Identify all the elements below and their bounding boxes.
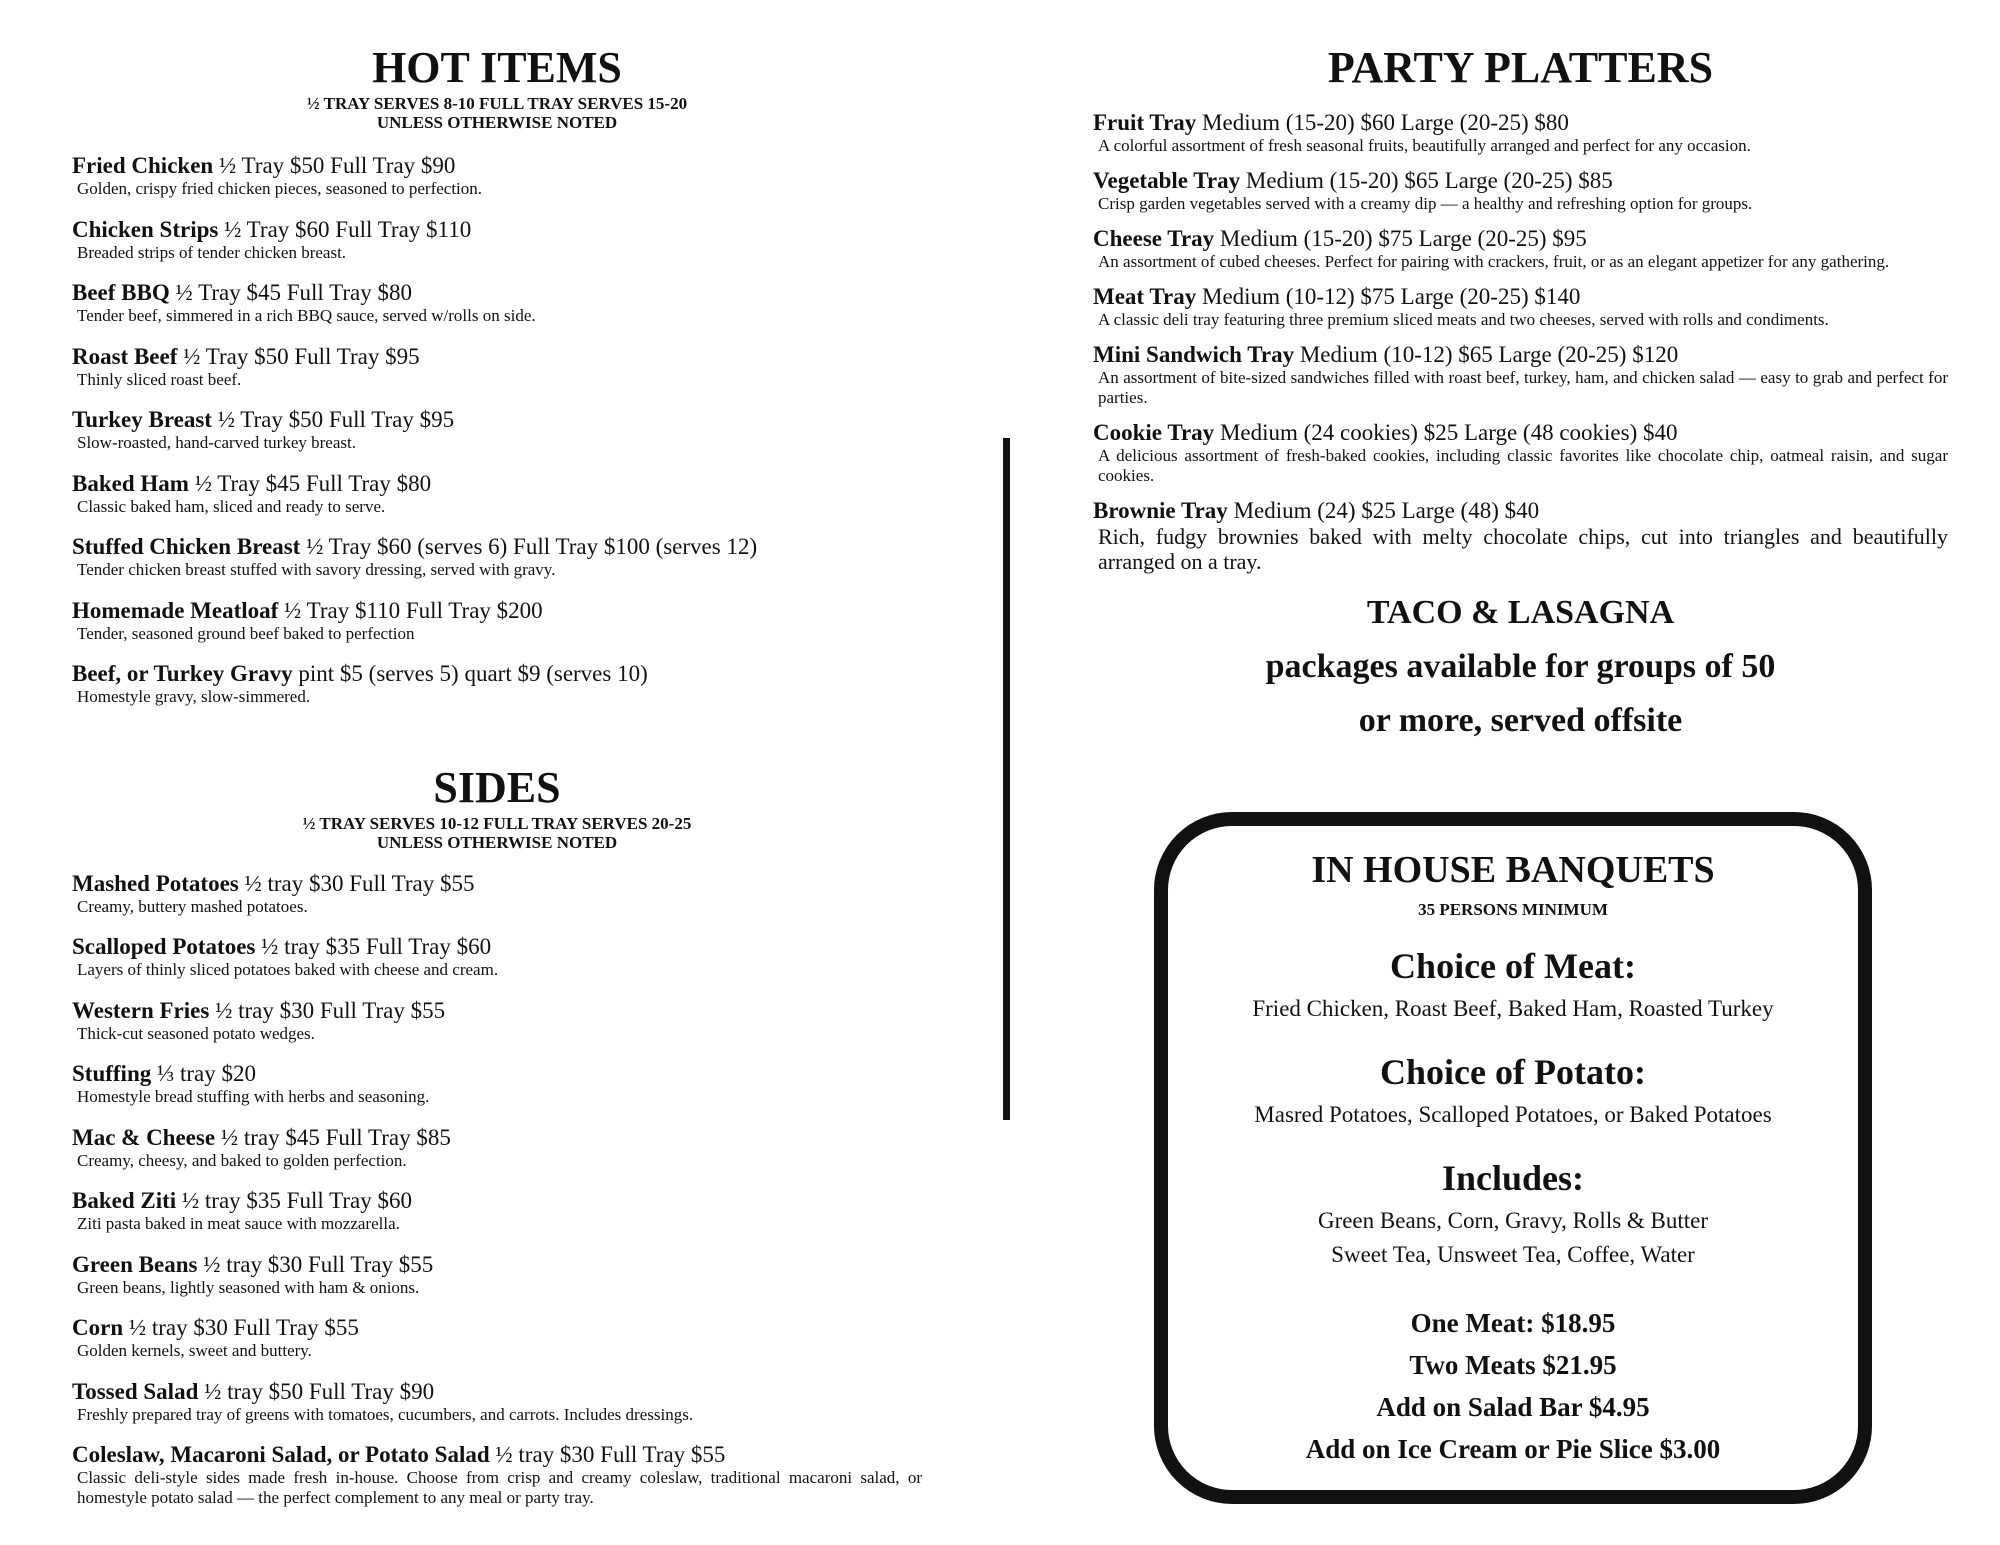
item-price: ½ Tray $50 Full Tray $95: [177, 343, 420, 369]
item-name: Meat Tray: [1093, 284, 1197, 309]
hot-items-unless-note: UNLESS OTHERWISE NOTED: [376, 113, 618, 132]
item-price: ½ Tray $110 Full Tray $200: [278, 597, 543, 623]
item-price: ½ tray $45 Full Tray $85: [215, 1124, 451, 1150]
item-description: Tender, seasoned ground beef baked to perfection: [77, 623, 415, 643]
item-description: Homestyle bread stuffing with herbs and seasoning.: [77, 1087, 430, 1106]
banquets-minimum: 35 PERSONS MINIMUM: [1418, 900, 1608, 919]
item-description: A classic deli tray featuring three premium sliced meats and two cheeses, served with rolls and condiments.: [1098, 310, 1829, 329]
price-one-meat: One Meat: $18.95: [1410, 1308, 1616, 1338]
menu-item-homemade-meatloaf: [72, 598, 922, 662]
item-name: Cheese Tray: [1093, 226, 1215, 251]
menu-item-gravy: [72, 661, 922, 725]
item-name: Brownie Tray: [1093, 498, 1228, 523]
item-price: ½ tray $30 Full Tray $55: [197, 1251, 434, 1277]
meat-options: Fried Chicken, Roast Beef, Baked Ham, Roasted Turkey: [1252, 996, 1774, 1021]
sides-unless-note: UNLESS OTHERWISE NOTED: [376, 832, 618, 852]
party-platters-list: [1093, 110, 1948, 574]
platter-mini-sandwich-tray: [1093, 342, 1948, 408]
item-description: Golden, crispy fried chicken pieces, seasoned to perfection.: [77, 179, 483, 198]
item-price: Medium (15-20) $65 Large (20-25) $85: [1240, 168, 1613, 193]
banquet-prices: [1168, 1302, 1858, 1470]
item-name: Stuffing: [72, 1061, 152, 1086]
item-description: Golden kernels, sweet and buttery.: [77, 1341, 312, 1360]
item-price: Medium (24) $25 Large (48) $40: [1227, 498, 1540, 523]
item-name: Western Fries: [72, 997, 210, 1023]
includes-line-1: Green Beans, Corn, Gravy, Rolls & Butter: [1317, 1208, 1709, 1233]
item-price: Medium (10-12) $75 Large (20-25) $140: [1196, 284, 1581, 309]
item-description: Green beans, lightly seasoned with ham & onions.: [77, 1277, 420, 1297]
item-name: Stuffed Chicken Breast: [72, 534, 301, 559]
price-two-meats: Two Meats $21.95: [1409, 1350, 1617, 1380]
item-description: Tender chicken breast stuffed with savory dressing, served with gravy.: [77, 560, 556, 579]
item-price: ½ tray $35 Full Tray $60: [255, 934, 492, 959]
taco-lasagna-block: [1093, 586, 1948, 748]
item-price: Medium (15-20) $75 Large (20-25) $95: [1214, 226, 1587, 251]
item-price: ½ Tray $50 Full Tray $90: [213, 153, 456, 178]
menu-item-stuffing: [72, 1061, 922, 1125]
item-name: Corn: [72, 1315, 124, 1340]
platter-fruit-tray: [1093, 110, 1948, 156]
item-name: Mac & Cheese: [72, 1124, 216, 1150]
sides-list: [72, 871, 922, 1509]
item-name: Vegetable Tray: [1093, 168, 1241, 193]
item-name: Baked Ham: [72, 470, 189, 496]
item-name: Turkey Breast: [72, 407, 212, 432]
item-price: ½ Tray $45 Full Tray $80: [188, 470, 432, 496]
item-price: ⅓ tray $20: [151, 1061, 257, 1086]
item-name: Beef, or Turkey Gravy: [72, 661, 293, 686]
item-name: Cookie Tray: [1093, 420, 1215, 445]
item-name: Fruit Tray: [1093, 110, 1197, 135]
menu-item-roast-beef: [72, 344, 922, 408]
banquets-title: IN HOUSE BANQUETS: [1311, 849, 1715, 891]
menu-item-tossed-salad: [72, 1379, 922, 1443]
item-price: ½ tray $30 Full Tray $55: [489, 1442, 726, 1467]
item-price: ½ tray $35 Full Tray $60: [176, 1188, 412, 1213]
item-description: A colorful assortment of fresh seasonal fruits, beautifully arranged and perfect for any occasion.: [1098, 136, 1751, 155]
item-price: ½ tray $50 Full Tray $90: [198, 1378, 435, 1404]
item-description: Creamy, cheesy, and baked to golden perfection.: [77, 1150, 407, 1170]
item-price: Medium (24 cookies) $25 Large (48 cookies) $40: [1214, 420, 1678, 445]
item-description: Thick-cut seasoned potato wedges.: [77, 1023, 315, 1043]
choice-of-meat-heading: Choice of Meat:: [1390, 946, 1636, 986]
item-name: Baked Ziti: [72, 1188, 177, 1213]
item-description: Rich, fudgy brownies baked with melty chocolate chips, cut into triangles and beautifully arranged on a tray.: [1098, 524, 1948, 574]
platter-cheese-tray: [1093, 226, 1948, 272]
item-price: Medium (15-20) $60 Large (20-25) $80: [1196, 110, 1569, 135]
includes-heading: Includes:: [1441, 1158, 1585, 1198]
menu-item-chicken-strips: [72, 217, 922, 281]
item-price: ½ tray $30 Full Tray $55: [123, 1315, 359, 1340]
item-description: Thinly sliced roast beef.: [77, 369, 242, 389]
item-description: Layers of thinly sliced potatoes baked with cheese and cream.: [77, 960, 499, 979]
menu-item-green-beans: [72, 1252, 922, 1316]
menu-item-beef-bbq: [72, 280, 922, 344]
menu-item-mashed-potatoes: [72, 871, 922, 935]
item-price: ½ tray $30 Full Tray $55: [238, 870, 475, 896]
menu-item-baked-ham: [72, 471, 922, 535]
sides-title: SIDES: [433, 762, 561, 812]
platter-brownie-tray: [1093, 498, 1948, 574]
menu-item-corn: [72, 1315, 922, 1379]
item-name: Roast Beef: [72, 343, 178, 369]
menu-item-fried-chicken: [72, 153, 922, 217]
hot-items-serving-note: ½ TRAY SERVES 8-10 FULL TRAY SERVES 15-20: [306, 94, 688, 113]
platter-cookie-tray: [1093, 420, 1948, 486]
item-name: Homemade Meatloaf: [72, 597, 279, 623]
column-divider: [1003, 438, 1010, 1120]
item-description: Homestyle gravy, slow-simmered.: [77, 687, 311, 706]
menu-item-western-fries: [72, 998, 922, 1062]
price-salad-bar: Add on Salad Bar $4.95: [1376, 1392, 1650, 1422]
item-name: Beef BBQ: [72, 280, 170, 305]
item-name: Mashed Potatoes: [72, 870, 239, 896]
choice-of-potato-heading: Choice of Potato:: [1380, 1052, 1646, 1092]
menu-item-turkey-breast: [72, 407, 922, 471]
menu-item-mac-and-cheese: [72, 1125, 922, 1189]
item-price: ½ Tray $60 Full Tray $110: [218, 216, 472, 242]
item-description: Creamy, buttery mashed potatoes.: [77, 896, 308, 916]
item-name: Coleslaw, Macaroni Salad, or Potato Salad: [72, 1442, 490, 1467]
price-ice-cream-pie: Add on Ice Cream or Pie Slice $3.00: [1305, 1434, 1721, 1464]
item-name: Mini Sandwich Tray: [1093, 342, 1295, 367]
taco-lasagna-line-2: packages available for groups of 50: [1265, 648, 1776, 685]
item-description: Slow-roasted, hand-carved turkey breast.: [77, 433, 356, 452]
item-description: Ziti pasta baked in meat sauce with mozzarella.: [77, 1214, 400, 1233]
menu-item-baked-ziti: [72, 1188, 922, 1252]
menu-item-scalloped-potatoes: [72, 934, 922, 998]
item-name: Fried Chicken: [72, 153, 214, 178]
platter-meat-tray: [1093, 284, 1948, 330]
item-name: Scalloped Potatoes: [72, 934, 256, 959]
hot-items-title: HOT ITEMS: [372, 43, 622, 92]
item-price: ½ Tray $45 Full Tray $80: [169, 280, 412, 305]
item-price: ½ Tray $50 Full Tray $95: [211, 407, 455, 432]
taco-lasagna-line-3: or more, served offsite: [1358, 702, 1683, 739]
item-name: Tossed Salad: [72, 1378, 199, 1404]
right-column: [1093, 0, 1948, 748]
item-name: Green Beans: [72, 1251, 198, 1277]
item-price: Medium (10-12) $65 Large (20-25) $120: [1294, 342, 1679, 367]
party-platters-title: PARTY PLATTERS: [1327, 43, 1714, 92]
potato-options: Masred Potatoes, Scalloped Potatoes, or Baked Potatoes: [1254, 1102, 1772, 1127]
item-price: ½ Tray $60 (serves 6) Full Tray $100 (serves 12): [300, 534, 758, 559]
item-description: Tender beef, simmered in a rich BBQ sauce, served w/rolls on side.: [77, 306, 536, 325]
taco-lasagna-title: TACO & LASAGNA: [1366, 594, 1675, 631]
item-description: Breaded strips of tender chicken breast.: [77, 242, 347, 262]
item-description: An assortment of bite-sized sandwiches filled with roast beef, turkey, ham, and chicken salad — easy to grab and perfect for parties.: [1098, 368, 1948, 407]
menu-item-stuffed-chicken-breast: [72, 534, 922, 598]
platter-vegetable-tray: [1093, 168, 1948, 214]
menu-item-coleslaw-macaroni-potato-salad: [72, 1442, 922, 1508]
in-house-banquets-box: [1154, 812, 1872, 1504]
sides-serving-note: ½ TRAY SERVES 10-12 FULL TRAY SERVES 20-25: [302, 813, 692, 833]
item-description: A delicious assortment of fresh-baked cookies, including classic favorites like chocolate chip, oatmeal raisin, and sugar cookies.: [1098, 446, 1948, 485]
item-description: Freshly prepared tray of greens with tomatoes, cucumbers, and carrots. Includes dressings.: [77, 1404, 694, 1424]
item-price: ½ tray $30 Full Tray $55: [209, 997, 446, 1023]
item-price: pint $5 (serves 5) quart $9 (serves 10): [292, 661, 648, 686]
hot-items-list: [72, 153, 922, 725]
item-description: An assortment of cubed cheeses. Perfect for pairing with crackers, fruit, or as an elegant appetizer for any gathering.: [1098, 252, 1890, 271]
includes-line-2: Sweet Tea, Unsweet Tea, Coffee, Water: [1331, 1242, 1695, 1267]
item-description: Crisp garden vegetables served with a creamy dip — a healthy and refreshing option for groups.: [1098, 194, 1753, 213]
item-description: Classic deli-style sides made fresh in-house. Choose from crisp and creamy coleslaw, traditional macaroni salad, or homestyle potato salad — the perfect complement to any meal or party tray.: [77, 1468, 922, 1507]
item-name: Chicken Strips: [72, 216, 219, 242]
left-column: [72, 0, 922, 1508]
item-description: Classic baked ham, sliced and ready to serve.: [77, 496, 386, 516]
